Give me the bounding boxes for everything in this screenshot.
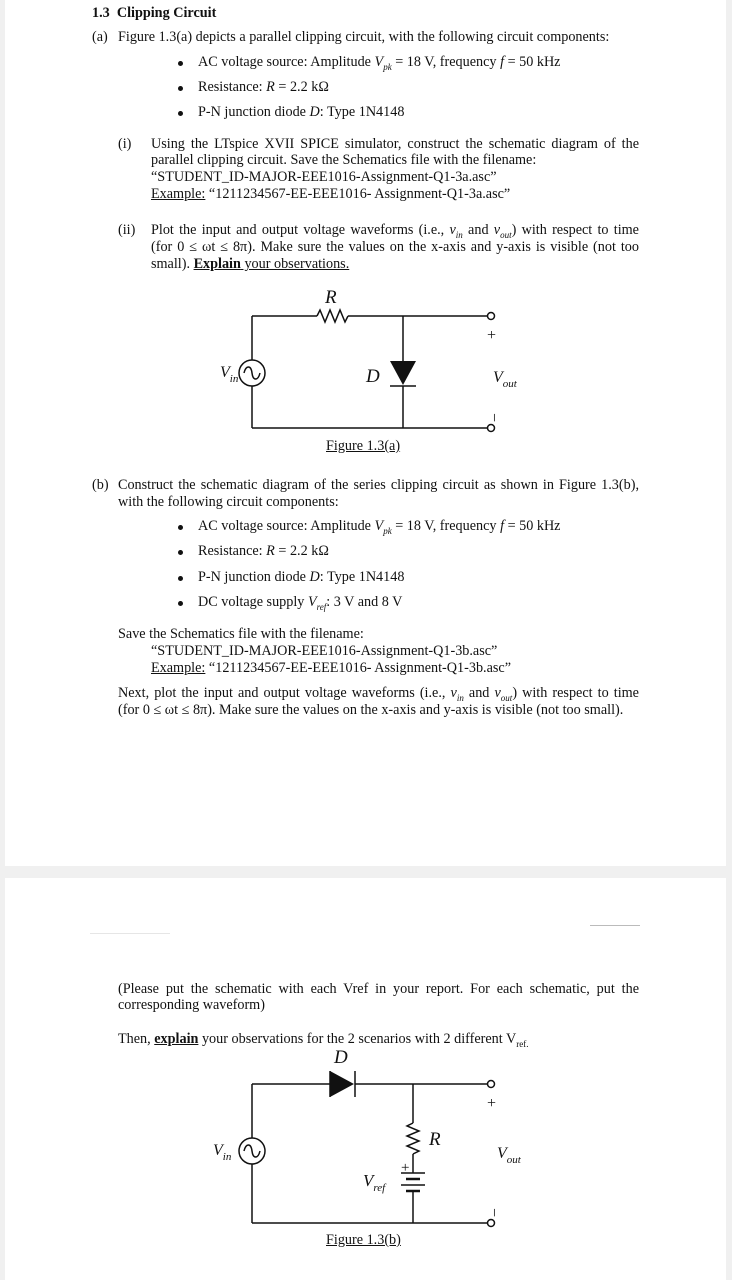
sub-i-line1: Using the LTspice XVII SPICE simulator, construct the schematic diagram of the	[151, 136, 639, 152]
figure-1-3b-caption: Figure 1.3(b)	[326, 1232, 401, 1248]
label-plus: +	[487, 1095, 497, 1112]
faint-header-mark	[90, 933, 170, 934]
part-b-line1: Construct the schematic diagram of the series clipping circuit as shown in Figure 1.3(b),	[118, 477, 639, 493]
figure-1-3a-circuit	[220, 285, 535, 445]
output-terminal-bottom	[488, 425, 495, 432]
bullet	[178, 61, 183, 66]
label-r: R	[429, 1129, 441, 1150]
label-battery-plus: +	[401, 1160, 410, 1176]
bullet	[178, 525, 183, 530]
bullet	[178, 576, 183, 581]
output-terminal-top	[488, 1081, 495, 1088]
resistor-symbol	[407, 1123, 419, 1154]
output-terminal-top	[488, 313, 495, 320]
sub-ii-line3: small). Explain your observations.	[151, 256, 350, 272]
figure-1-3a-caption: Figure 1.3(a)	[326, 438, 401, 454]
label-vin: $V_{in}$	[220, 364, 239, 385]
sub-i-filename: “STUDENT_ID-MAJOR-EEE1016-Assignment-Q1-3a.asc”	[151, 169, 497, 185]
sub-ii-line2: (for 0 ≤ ωt ≤ 8π). Make sure the values on the x-axis and y-axis is visible (not too	[151, 239, 639, 255]
label-vref: $V_{ref}$	[363, 1171, 386, 1194]
label-d: D	[334, 1047, 348, 1068]
figure-1-3b-circuit	[213, 1043, 535, 1233]
component-diode-b: P-N junction diode D: Type 1N4148	[198, 569, 405, 585]
bullet	[178, 550, 183, 555]
label-minus: −	[485, 1208, 502, 1218]
document-page-2	[5, 878, 726, 1280]
label-vin: $V_{in}$	[213, 1142, 232, 1163]
label-r: R	[325, 287, 337, 308]
component-ac-source-b: AC voltage source: Amplitude $V_{pk} = 18$ V, frequency f = 50 kHz	[198, 518, 561, 536]
sub-i-label: (i)	[118, 136, 132, 152]
component-diode: P-N junction diode D: Type 1N4148	[198, 104, 405, 120]
sub-i-example: Example: “1211234567-EE-EEE1016- Assignment-Q1-3a.asc”	[151, 186, 511, 202]
bullet	[178, 601, 183, 606]
part-b-filename: “STUDENT_ID-MAJOR-EEE1016-Assignment-Q1-3b.asc”	[151, 643, 498, 659]
sine-icon	[244, 1145, 260, 1157]
label-plus: +	[487, 327, 497, 344]
page2-then-line: Then, explain your observations for the 2 scenarios with 2 different $V_{ref.}$	[118, 1031, 529, 1049]
page2-note-line1: (Please put the schematic with each Vref in your report. For each schematic, put the	[118, 981, 639, 997]
component-ac-source: AC voltage source: Amplitude $V_{pk} = 18$ V, frequency f = 50 kHz	[198, 54, 561, 72]
document-page-1	[5, 0, 726, 866]
part-b-example: Example: “1211234567-EE-EEE1016- Assignment-Q1-3b.asc”	[151, 660, 511, 676]
faint-header-mark	[590, 925, 640, 926]
part-a-label: (a)	[92, 29, 108, 45]
component-resistance-b: Resistance: R = 2.2 kΩ	[198, 543, 329, 559]
component-resistance: Resistance: R = 2.2 kΩ	[198, 79, 329, 95]
bullet	[178, 111, 183, 116]
label-vout: $V_{out}$	[497, 1145, 521, 1166]
label-vout: $V_{out}$	[493, 369, 517, 390]
page2-note-line2: corresponding waveform)	[118, 997, 265, 1013]
part-b-save-line: Save the Schematics file with the filename:	[118, 626, 364, 642]
part-b-next-line1: Next, plot the input and output voltage waveforms (i.e., $v_{in}$ and $v_{out}$) with respect to time	[118, 685, 639, 703]
label-d: D	[366, 366, 380, 387]
diode-symbol	[330, 1071, 354, 1097]
section-heading: 1.3 Clipping Circuit	[92, 5, 217, 21]
part-a-intro: Figure 1.3(a) depicts a parallel clipping circuit, with the following circuit components:	[118, 29, 610, 45]
diode-symbol	[390, 361, 416, 385]
sub-ii-line1: Plot the input and output voltage waveforms (i.e., $v_{in}$ and $v_{out}$) with respect to time	[151, 222, 639, 240]
part-b-label: (b)	[92, 477, 109, 493]
sub-ii-label: (ii)	[118, 222, 136, 238]
output-terminal-bottom	[488, 1220, 495, 1227]
sine-icon	[244, 367, 260, 379]
resistor-symbol	[317, 310, 348, 322]
part-b-line2: with the following circuit components:	[118, 494, 339, 510]
label-minus: −	[485, 413, 502, 423]
part-b-next-line2: (for 0 ≤ ωt ≤ 8π). Make sure the values on the x-axis and y-axis is visible (not too small).	[118, 702, 624, 718]
component-dc-supply: DC voltage supply $V_{ref}$: 3 V and 8 V	[198, 594, 403, 612]
bullet	[178, 86, 183, 91]
sub-i-line2: parallel clipping circuit. Save the Schematics file with the filename:	[151, 152, 537, 168]
